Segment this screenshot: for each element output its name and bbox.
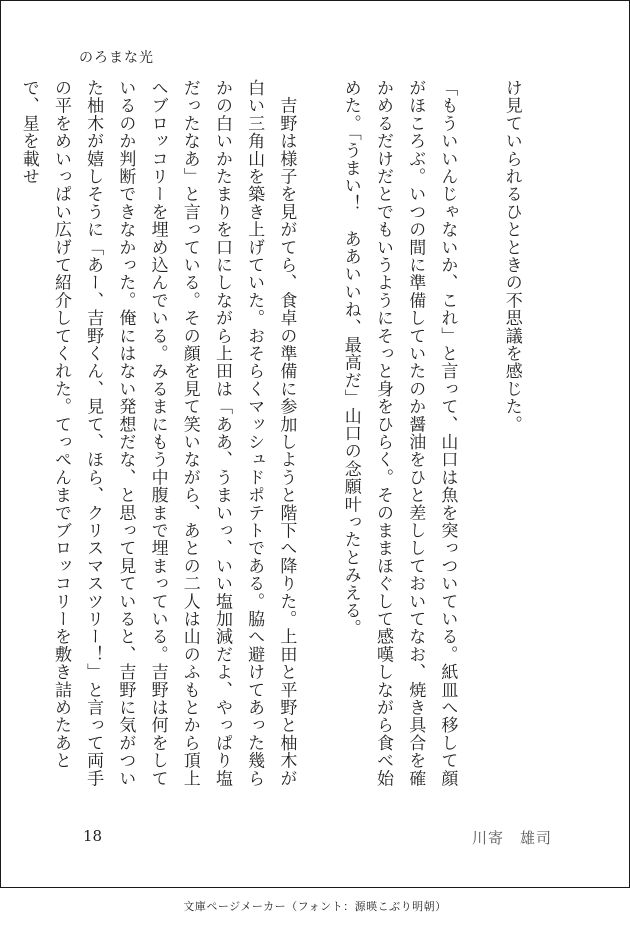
running-header: のろまな光	[79, 50, 154, 66]
page-number: 18	[83, 827, 103, 845]
body-text	[18, 79, 560, 799]
paragraph: 「もういいんじゃないか、これ」と言って、山口は魚を突っついている。紙皿へ移して顔がほころぶ。いつの間に準備していたのか醤油をひと差ししておいてなお、焼き具合を確かめるだけだとでもいうようにそっと身をひらく。そのままほぐして感嘆しながら食べ始めた。「うまい！ ああいいね、最高だ」山口の念願叶ったとみえる。	[340, 79, 458, 787]
paragraph: 吉野は様子を見がてら、食卓の準備に参加しようと階下へ降りた。上田と平野と柚木が白い三角山を築き上げていた。おそらくマッシュドポテトである。脇へ避けてあった幾らかの白いかたまりを口にしながら上田は「ああ、うまいっ、いい塩加減だよ、やっぱり塩だったなあ」と言っている。その顔を見て笑いながら、あとの二人は山のふもとから頂上へブロッコリーを埋め込んでいる。みるまにもう中腹まで埋まっている。吉野は何をしているのか判断できなかった。俺にはない発想だな、と思って見ていると、吉野に気がついた柚木が嬉しそうに「あー、吉野くん、見て、ほら、クリスマスツリー！」と言って両手の平をめいっぱい広げて紹介してくれた。てっぺんまでブロッコリーを敷き詰めたあとで、星を載せ	[18, 79, 297, 787]
paragraph: け見ていられるひとときの不思議を感じた。	[501, 79, 522, 433]
author-name: 川寄 雄司	[472, 829, 553, 847]
generator-credit: 文庫ページメーカー（フォント：源暎こぶり明朝）	[183, 900, 447, 913]
